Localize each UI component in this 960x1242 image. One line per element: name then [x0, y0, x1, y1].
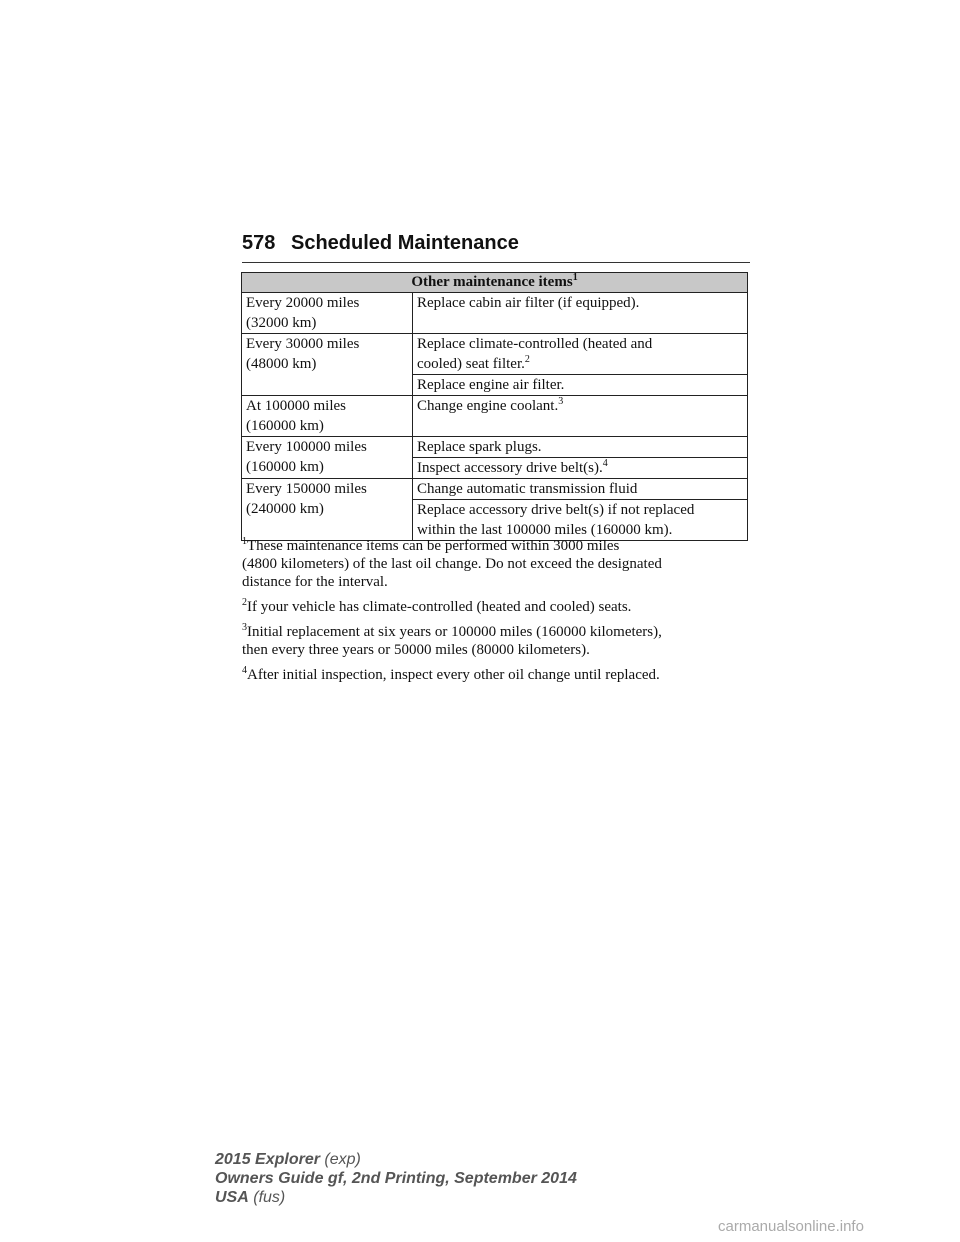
footnote: $^1$These maintenance items can be performed within 3000 miles (4800 kilometers) of the last oil change. Do not exceed the designated distance for the interval.: [242, 536, 662, 590]
footnote-marker: 1: [242, 536, 247, 547]
item-cell: Replace climate-controlled (heated and cooled) seat filter.$^2$: [413, 334, 748, 375]
page-header: [242, 230, 750, 263]
section-title: Scheduled Maintenance: [291, 232, 519, 254]
table-row: [242, 479, 748, 500]
watermark: carmanualsonline.info: [718, 1218, 864, 1235]
table-row: [242, 334, 748, 375]
footer-guide-line: Owners Guide gf, 2nd Printing, September 2014: [215, 1170, 577, 1187]
table-header-row: [242, 273, 748, 293]
table-row: [242, 396, 748, 437]
footnote-ref: 1: [572, 272, 578, 283]
interval-cell: At 100000 miles (160000 km): [242, 396, 413, 437]
footnote: $^2$If your vehicle has climate-controlled (heated and cooled) seats.: [242, 597, 632, 615]
table-row: [242, 437, 748, 458]
interval-cell: Every 20000 miles (32000 km): [242, 293, 413, 334]
item-cell: Replace accessory drive belt(s) if not replaced within the last 100000 miles (160000 km).: [413, 500, 748, 541]
maintenance-table: [241, 272, 748, 541]
footer-model-line: 2015 Explorer (exp): [215, 1151, 361, 1168]
footnote-ref: 2: [524, 354, 530, 365]
footer-market-line: USA (fus): [215, 1189, 286, 1206]
interval-cell: Every 30000 miles (48000 km): [242, 334, 413, 396]
interval-cell: Every 100000 miles (160000 km): [242, 437, 413, 479]
footnote-marker: 4: [242, 665, 247, 676]
footnote-marker: 3: [242, 622, 247, 633]
footnote: $^3$Initial replacement at six years or 100000 miles (160000 kilometers), then every three years or 50000 miles (80000 kilometers).: [242, 622, 662, 658]
item-cell: Change engine coolant.$^3$: [413, 396, 748, 437]
footnote-marker: 2: [242, 597, 247, 608]
item-cell: Change automatic transmission fluid: [413, 479, 748, 500]
footnote-ref: 4: [602, 458, 608, 469]
footnote-ref: 3: [558, 396, 564, 407]
table-row: [242, 293, 748, 334]
footnote: $^4$After initial inspection, inspect every other oil change until replaced.: [242, 665, 660, 683]
item-cell: Replace engine air filter.: [413, 375, 748, 396]
interval-cell: Every 150000 miles (240000 km): [242, 479, 413, 541]
footnotes: [242, 537, 752, 691]
item-cell: Replace cabin air filter (if equipped).: [413, 293, 748, 334]
table-title: Other maintenance items$^1$: [242, 273, 748, 293]
page-footer: [215, 1150, 577, 1207]
item-cell: Inspect accessory drive belt(s).$^4$: [413, 458, 748, 479]
page-number: 578: [242, 232, 276, 254]
item-cell: Replace spark plugs.: [413, 437, 748, 458]
